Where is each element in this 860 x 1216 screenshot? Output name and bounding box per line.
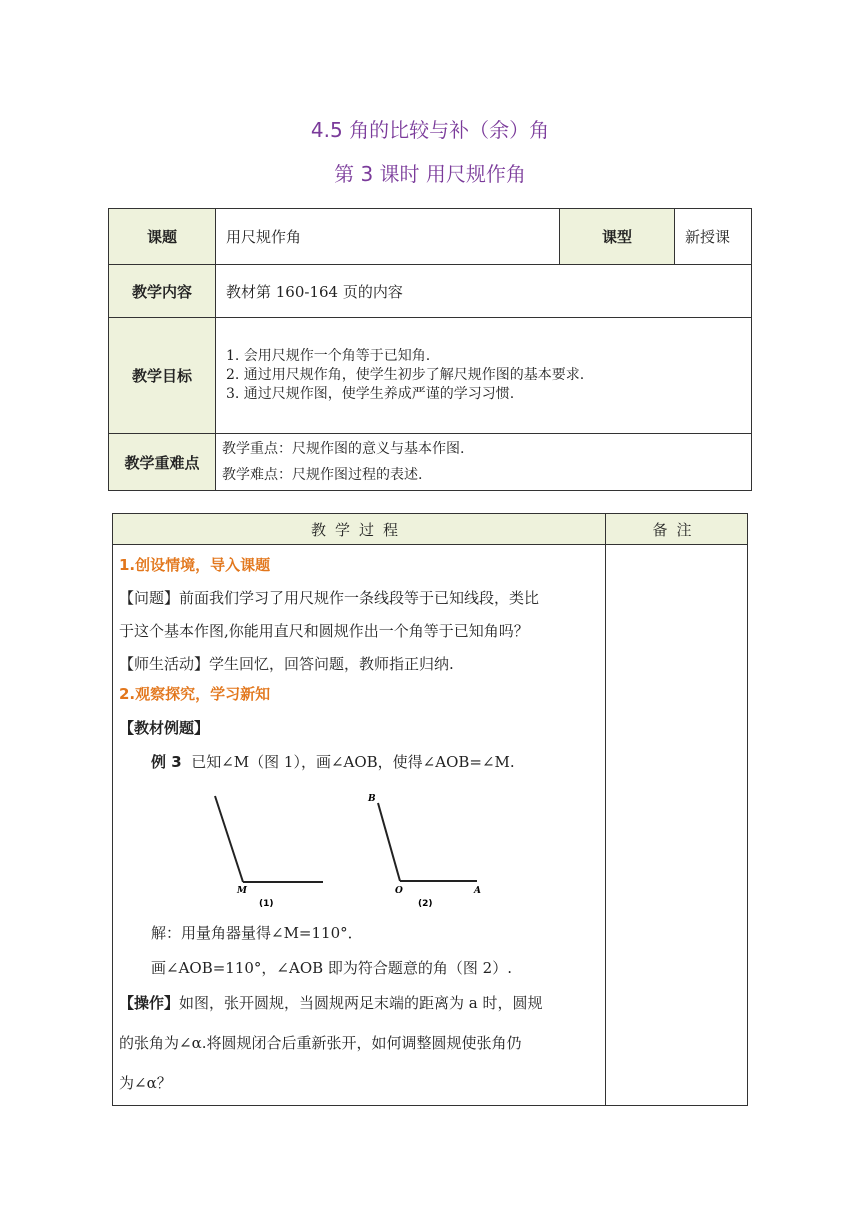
goal-item: 3. 通过尺规作图，使学生养成严谨的学习习惯.: [226, 386, 515, 402]
activity-text: 学生回忆，回答问题，教师指正归纳.: [209, 655, 454, 673]
figure-1-angle-m: [215, 796, 323, 909]
key-point: 教学重点：尺规作图的意义与基本作图.: [222, 441, 465, 457]
caption-2: (2): [418, 899, 433, 909]
page-title: 4.5 角的比较与补（余）角: [310, 118, 550, 142]
solution-line-1: 解：用量角器量得∠M=110°．: [151, 924, 363, 942]
label-m: M: [237, 886, 247, 896]
section-1-title: 1.创设情境，导入课题: [119, 556, 271, 574]
section-2-title: 2.观察探究，学习新知: [119, 685, 271, 703]
example-label: 例 3: [151, 753, 182, 771]
figure-2-angle-aob: [367, 794, 481, 909]
question-text: 前面我们学习了用尺规作一条线段等于已知线段，类比: [179, 589, 540, 607]
caption-1: (1): [259, 899, 274, 909]
process-header: 教学过程: [113, 514, 606, 545]
type-value: 新授课: [675, 209, 752, 265]
operation-line-1: [119, 992, 543, 1013]
goals-list: [216, 318, 752, 434]
teaching-process-table: [112, 513, 748, 1106]
solution-line-2: 画∠AOB=110°，∠AOB 即为符合题意的角（图 2）.: [151, 959, 512, 977]
question-line-2: 于这个基本作图,你能用直尺和圆规作出一个角等于已知角吗？: [119, 622, 529, 640]
goal-item: 2. 通过用尺规作角，使学生初步了解尺规作图的基本要求.: [226, 367, 585, 383]
content-label: 教学内容: [109, 265, 216, 318]
label-o: O: [395, 886, 403, 896]
operation-text: 如图，张开圆规，当圆规两足末端的距离为 a 时，圆规: [179, 994, 543, 1012]
difficult-point: 教学难点：尺规作图过程的表述.: [222, 467, 423, 483]
content-value: 教材第 160-164 页的内容: [216, 265, 752, 318]
topic-value: 用尺规作角: [216, 209, 560, 265]
notes-cell: [606, 545, 748, 1106]
goals-label: 教学目标: [109, 318, 216, 434]
difficulty-list: [216, 434, 752, 491]
notes-header: 备注: [606, 514, 748, 545]
example-heading: 【教材例题】: [119, 719, 210, 737]
operation-line-2: 的张角为∠α.将圆规闭合后重新张开，如何调整圆规使张角仍: [119, 1034, 522, 1052]
lesson-info-table: [108, 208, 752, 491]
activity-line: [119, 653, 454, 674]
example-text: 已知∠M（图 1），画∠AOB，使得∠AOB=∠M.: [191, 753, 515, 771]
topic-label: 课题: [109, 209, 216, 265]
example-line: [151, 751, 515, 772]
process-content-cell: [113, 545, 606, 1106]
label-b: B: [368, 794, 376, 804]
ray-ob: [378, 803, 400, 881]
page-subtitle: 第 3 课时 用尺规作角: [334, 162, 526, 186]
operation-line-3: 为∠α？: [119, 1074, 172, 1092]
activity-label: 【师生活动】: [119, 655, 210, 673]
difficulty-label: 教学重难点: [109, 434, 216, 491]
type-label: 课型: [560, 209, 675, 265]
question-line-1: [119, 587, 539, 608]
label-a: A: [474, 886, 481, 896]
goal-item: 1. 会用尺规作一个角等于已知角.: [226, 348, 431, 364]
angle-m-ray-1: [215, 796, 243, 882]
operation-label: 【操作】: [119, 994, 180, 1012]
angle-figures: [203, 789, 493, 911]
question-label: 【问题】: [119, 589, 180, 607]
